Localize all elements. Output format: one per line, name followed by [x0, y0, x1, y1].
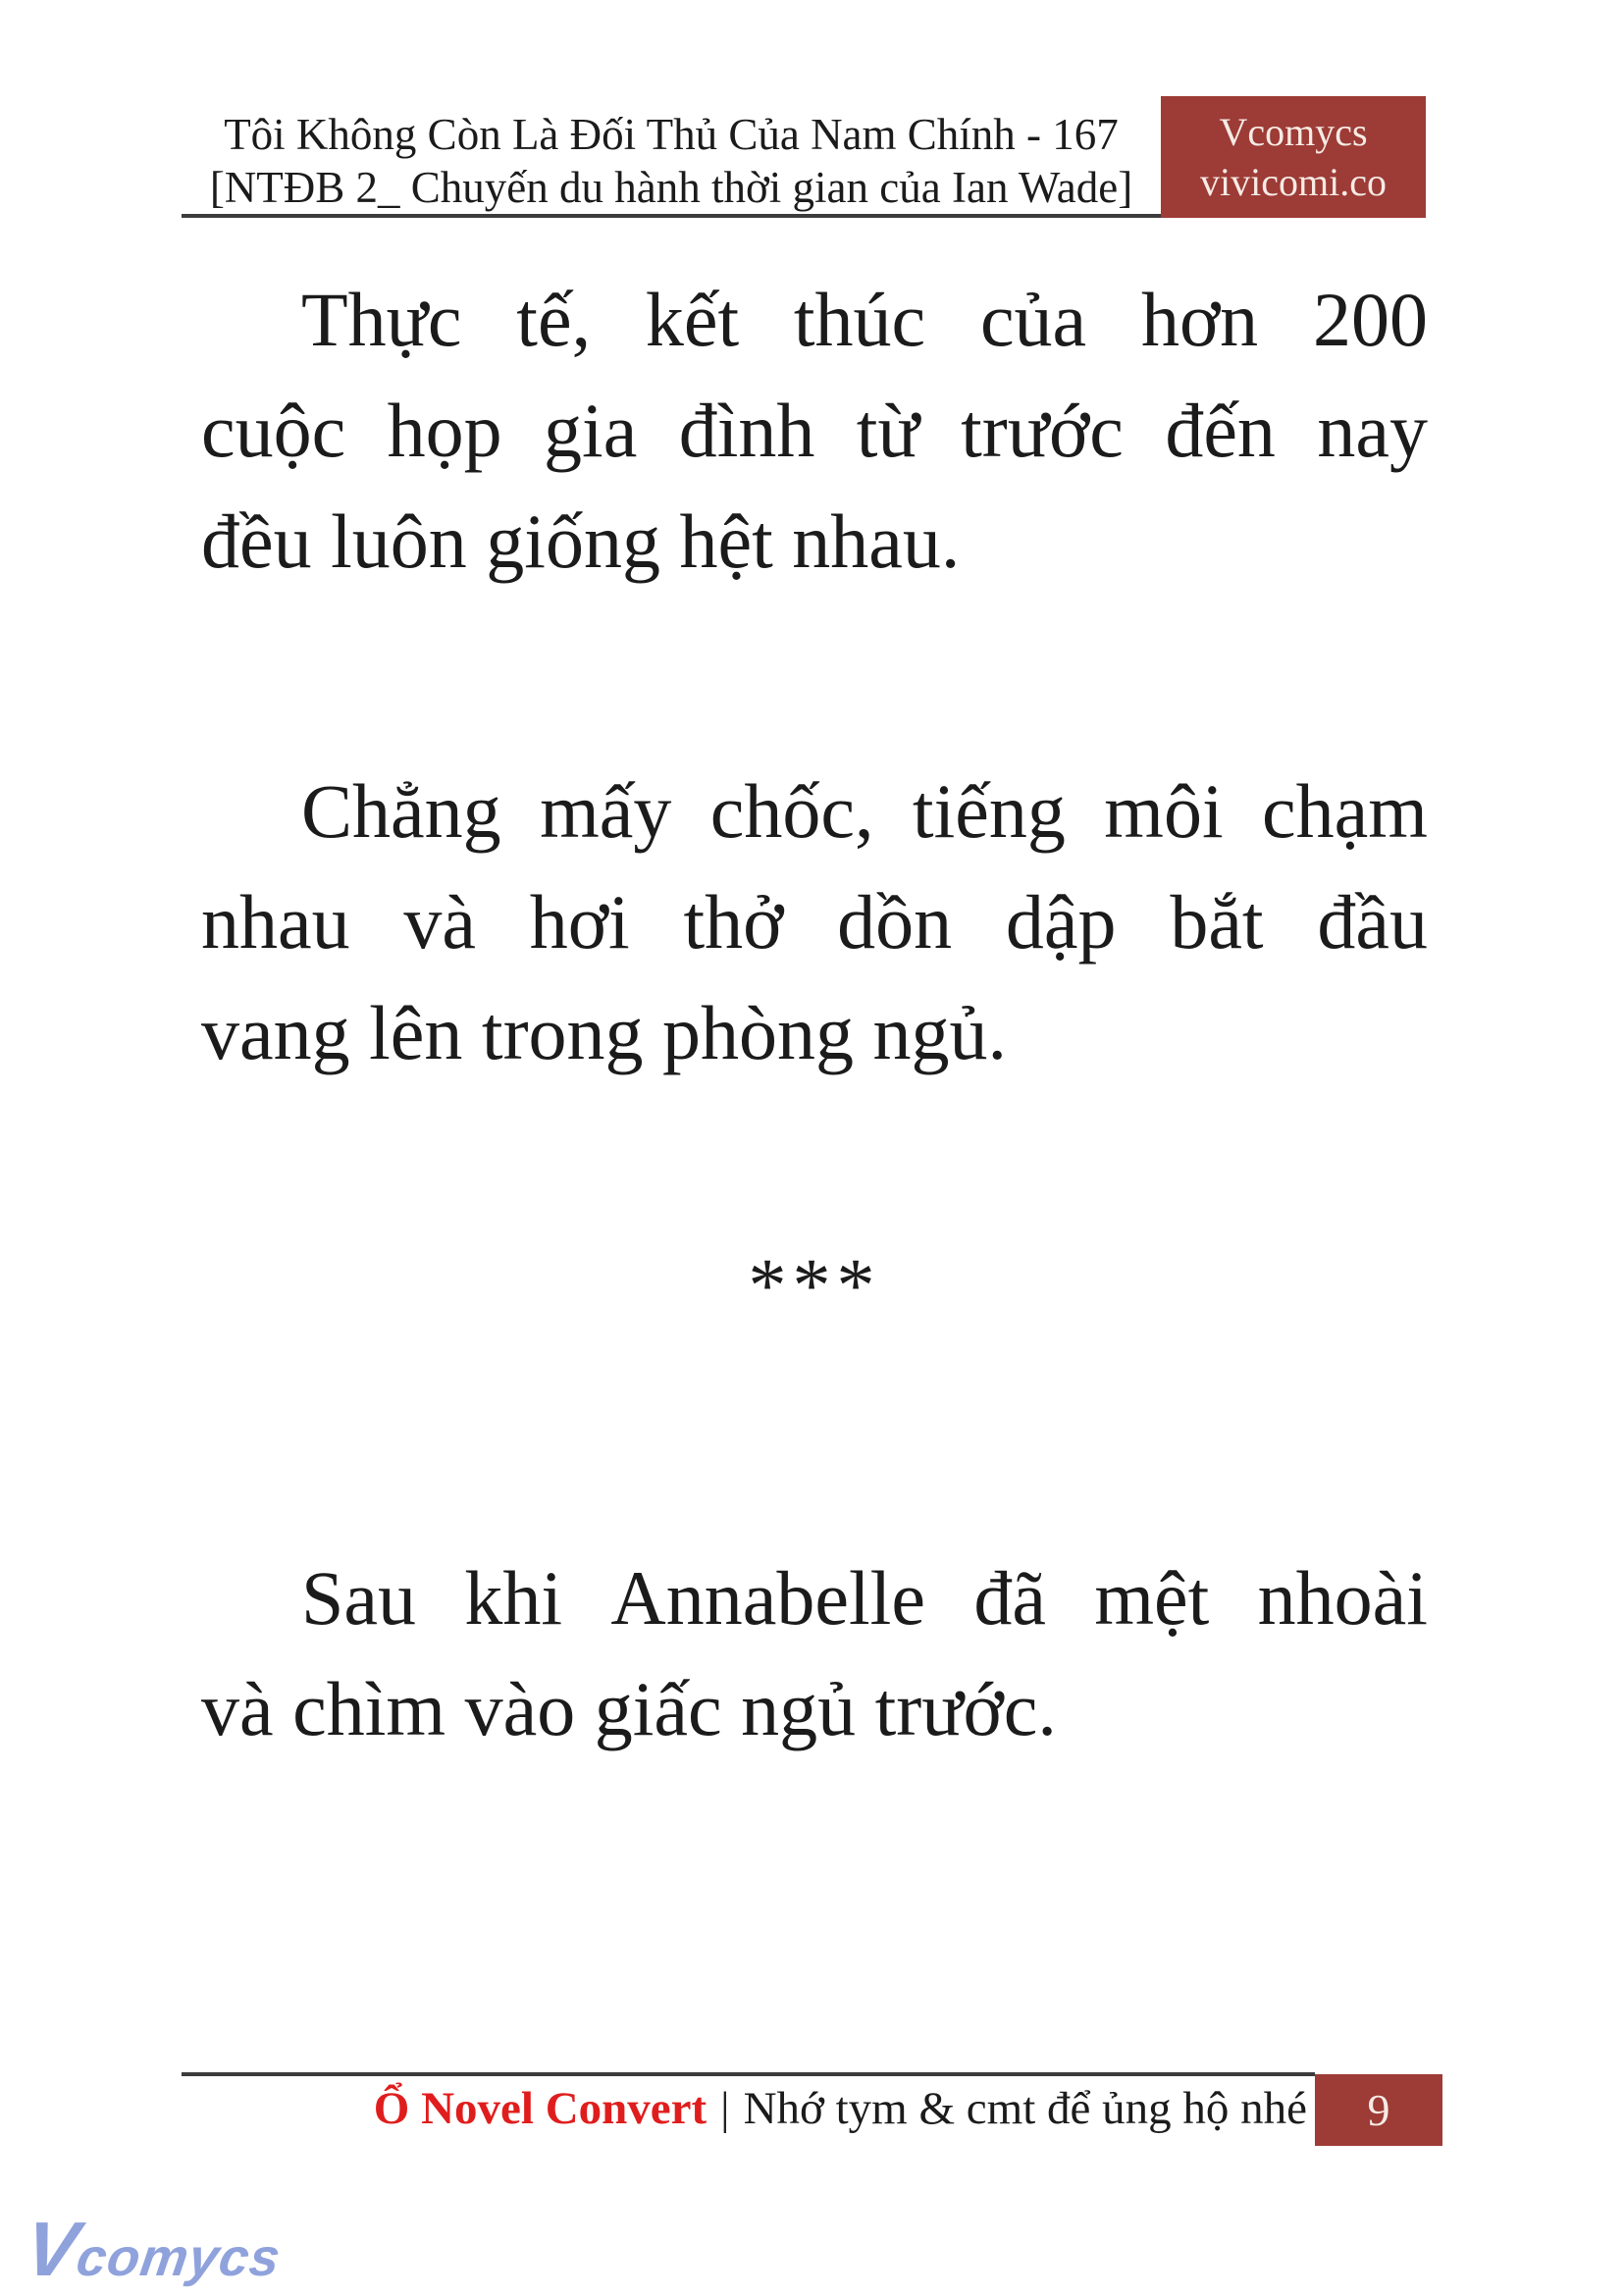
body-word: đã	[973, 1555, 1046, 1641]
body-word: tế,	[516, 277, 592, 362]
body-text: đều luôn giống hệt nhau.	[201, 498, 961, 584]
body-word: họp	[387, 388, 502, 473]
paragraph-1	[201, 264, 1428, 597]
page-number: 9	[1367, 2085, 1390, 2135]
body-word: dồn	[837, 879, 953, 965]
header-title	[182, 108, 1161, 214]
body-word: khi	[464, 1555, 563, 1641]
brand-name: Vcomycs	[1219, 110, 1368, 154]
body-line	[201, 486, 1428, 597]
body-word: đình	[678, 388, 815, 473]
footer-rule	[182, 2072, 1315, 2076]
body-word: của	[979, 277, 1087, 362]
footer-note	[182, 2079, 1307, 2138]
body-text: và chìm vào giấc ngủ trước.	[201, 1666, 1057, 1751]
body-word: nay	[1317, 388, 1428, 473]
body-word: chạm	[1262, 768, 1428, 854]
body-line	[201, 756, 1428, 866]
body-word: mấy	[540, 768, 672, 854]
header-rule	[182, 214, 1161, 218]
body-text: vang lên trong phòng ngủ.	[201, 990, 1008, 1075]
body-word: 200	[1312, 277, 1428, 362]
brand-box	[1161, 96, 1426, 218]
footer-page-badge	[1315, 2074, 1442, 2146]
body-word: dập	[1005, 879, 1117, 965]
header-title-line2: [NTĐB 2_ Chuyến du hành thời gian của Ian Wade]	[209, 163, 1133, 212]
body-word: đầu	[1317, 879, 1428, 965]
body-word: tiếng	[912, 768, 1066, 854]
body-word: Chẳng	[301, 768, 501, 854]
brand-site: vivicomi.co	[1200, 160, 1387, 204]
body-word: gia	[544, 388, 638, 473]
body-word: Annabelle	[610, 1555, 925, 1641]
footer-brand: Ổ Novel Convert	[373, 2083, 707, 2134]
header-title-line1: Tôi Không Còn Là Đối Thủ Của Nam Chính - 167	[224, 110, 1119, 159]
body-word: kết	[645, 277, 740, 362]
body-word: bắt	[1170, 879, 1264, 965]
body-line	[201, 1542, 1428, 1653]
body-word: thở	[683, 879, 784, 965]
site-logo-watermark: Vcomycs	[20, 2206, 285, 2292]
body-word: từ	[856, 388, 919, 473]
body-line	[201, 375, 1428, 486]
body-line	[201, 866, 1428, 977]
body-word: hơi	[529, 879, 630, 965]
body-word: hơn	[1140, 277, 1259, 362]
body-line	[201, 1653, 1428, 1764]
paragraph-3	[201, 1542, 1428, 1764]
body-line	[201, 977, 1428, 1088]
body-line	[201, 264, 1428, 375]
body-word: thúc	[793, 277, 926, 362]
body-word: Thực	[301, 277, 462, 362]
body-word: môi	[1104, 768, 1224, 854]
paragraph-2	[201, 756, 1428, 1088]
body-word: nhoài	[1257, 1555, 1428, 1641]
body-word: chốc,	[709, 768, 874, 854]
body-word: trước	[961, 388, 1124, 473]
body-word: cuộc	[201, 388, 346, 473]
body-word: và	[403, 879, 477, 965]
section-divider: ***	[748, 1242, 881, 1328]
body-word: Sau	[301, 1555, 416, 1641]
body-word: mệt	[1094, 1555, 1210, 1641]
body-word: đến	[1165, 388, 1276, 473]
footer-message: Nhớ tym & cmt để ủng hộ nhé	[743, 2083, 1307, 2134]
footer-separator: |	[720, 2083, 730, 2134]
body-word: nhau	[201, 879, 350, 965]
